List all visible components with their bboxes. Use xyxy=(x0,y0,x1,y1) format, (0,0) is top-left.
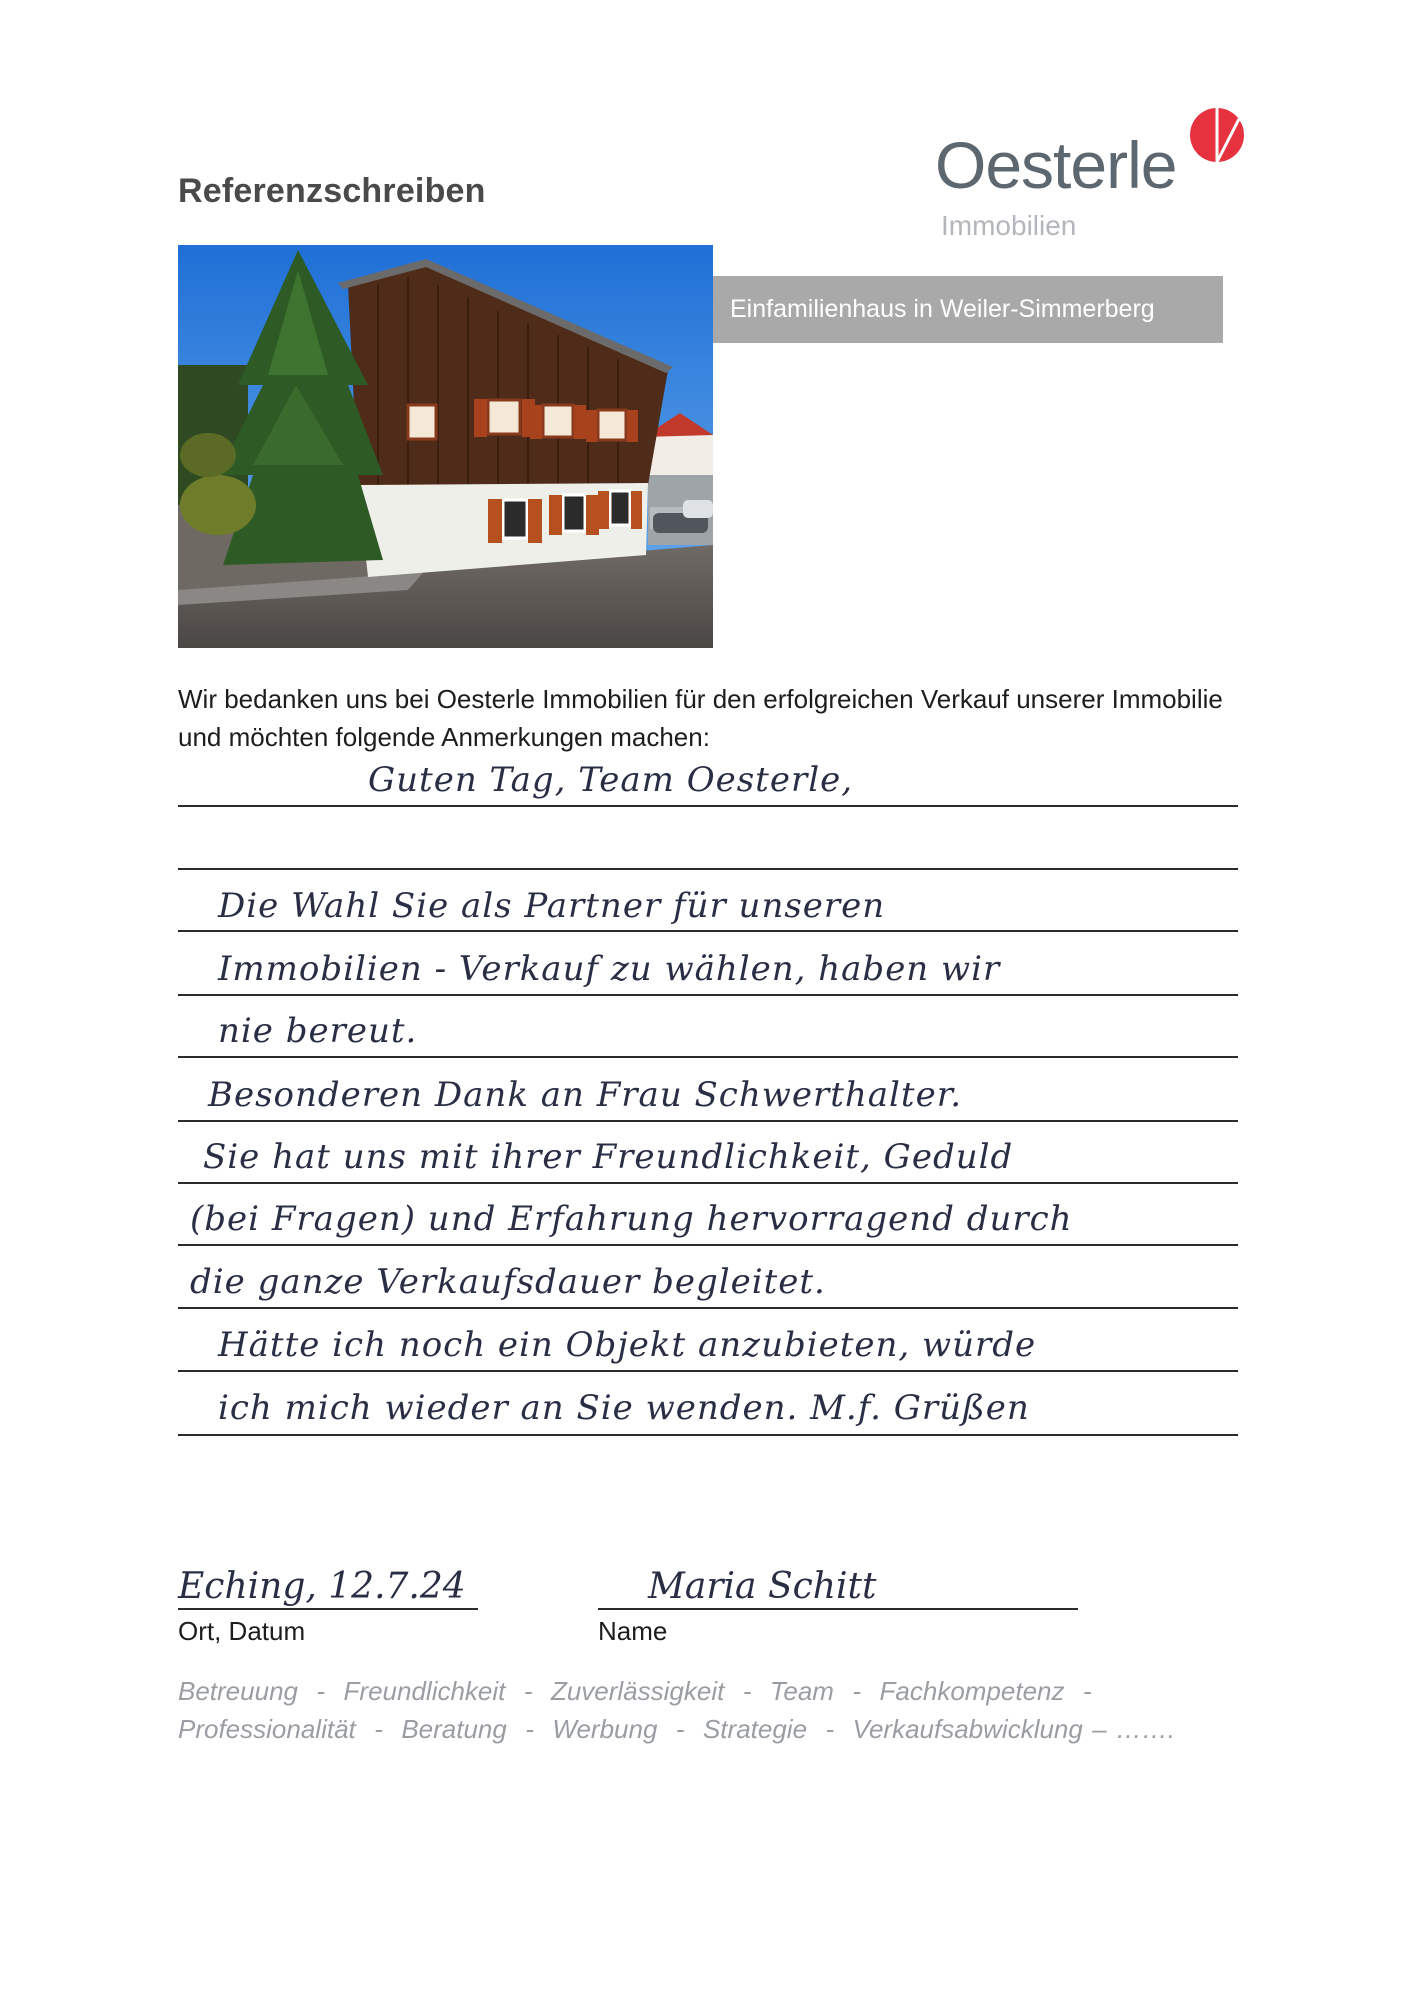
place-date-value: Eching, 12.7.24 xyxy=(178,1566,466,1607)
keyword-line-1: Betreuung - Freundlichkeit - Zuverlässigkeit - Team - Fachkompetenz - xyxy=(178,1676,1092,1706)
handwritten-line: nie bereut. xyxy=(218,1011,418,1051)
page-title: Referenzschreiben xyxy=(178,172,486,210)
keyword-list xyxy=(178,1672,1278,1748)
handwritten-line: Die Wahl Sie als Partner für unseren xyxy=(218,886,886,926)
name-line xyxy=(598,1608,1078,1610)
writing-line xyxy=(178,1244,1238,1246)
writing-line xyxy=(178,1182,1238,1184)
property-photo xyxy=(178,245,713,648)
logo-wordmark: Oesterle xyxy=(935,128,1177,202)
writing-line xyxy=(178,994,1238,996)
writing-line xyxy=(178,1434,1238,1436)
intro-text: Wir bedanken uns bei Oesterle Immobilien für den erfolgreichen Verkauf unserer Immobilie und möchten folgende Anmerkungen machen: xyxy=(178,684,1223,752)
handwritten-line: die ganze Verkaufsdauer begleitet. xyxy=(190,1262,826,1302)
handwritten-line: Besonderen Dank an Frau Schwerthalter. xyxy=(208,1075,963,1115)
place-date-label: Ort, Datum xyxy=(178,1616,306,1646)
writing-line xyxy=(178,1120,1238,1122)
handwritten-line: (bei Fragen) und Erfahrung hervorragend durch xyxy=(190,1199,1073,1239)
name-value: Maria Schitt xyxy=(648,1566,877,1607)
property-label: Einfamilienhaus in Weiler-Simmerberg xyxy=(713,276,1223,343)
writing-line xyxy=(178,1370,1238,1372)
writing-line xyxy=(178,868,1238,870)
handwritten-line: Sie hat uns mit ihrer Freundlichkeit, Geduld xyxy=(203,1137,1014,1177)
writing-line xyxy=(178,805,1238,807)
logo-circle-icon xyxy=(1187,105,1247,165)
handwritten-line: Hätte ich noch ein Objekt anzubieten, würde xyxy=(218,1325,1037,1365)
signature-area xyxy=(178,1560,1078,1646)
handwritten-line: ich mich wieder an Sie wenden. M.f. Grüßen xyxy=(218,1388,1030,1428)
writing-line xyxy=(178,930,1238,932)
writing-line xyxy=(178,1307,1238,1309)
handwritten-line: Immobilien - Verkauf zu wählen, haben wir xyxy=(218,949,1001,989)
name-label: Name xyxy=(598,1616,668,1646)
company-logo xyxy=(935,105,1255,245)
handwritten-line: Guten Tag, Team Oesterle, xyxy=(368,760,853,800)
handwritten-comments xyxy=(178,750,1238,1450)
place-date-line xyxy=(178,1608,478,1610)
keyword-line-2: Professionalität - Beratung - Werbung - Strategie - Verkaufsabwicklung – ……. xyxy=(178,1714,1175,1744)
logo-subtitle: Immobilien xyxy=(941,210,1077,241)
writing-line xyxy=(178,1056,1238,1058)
